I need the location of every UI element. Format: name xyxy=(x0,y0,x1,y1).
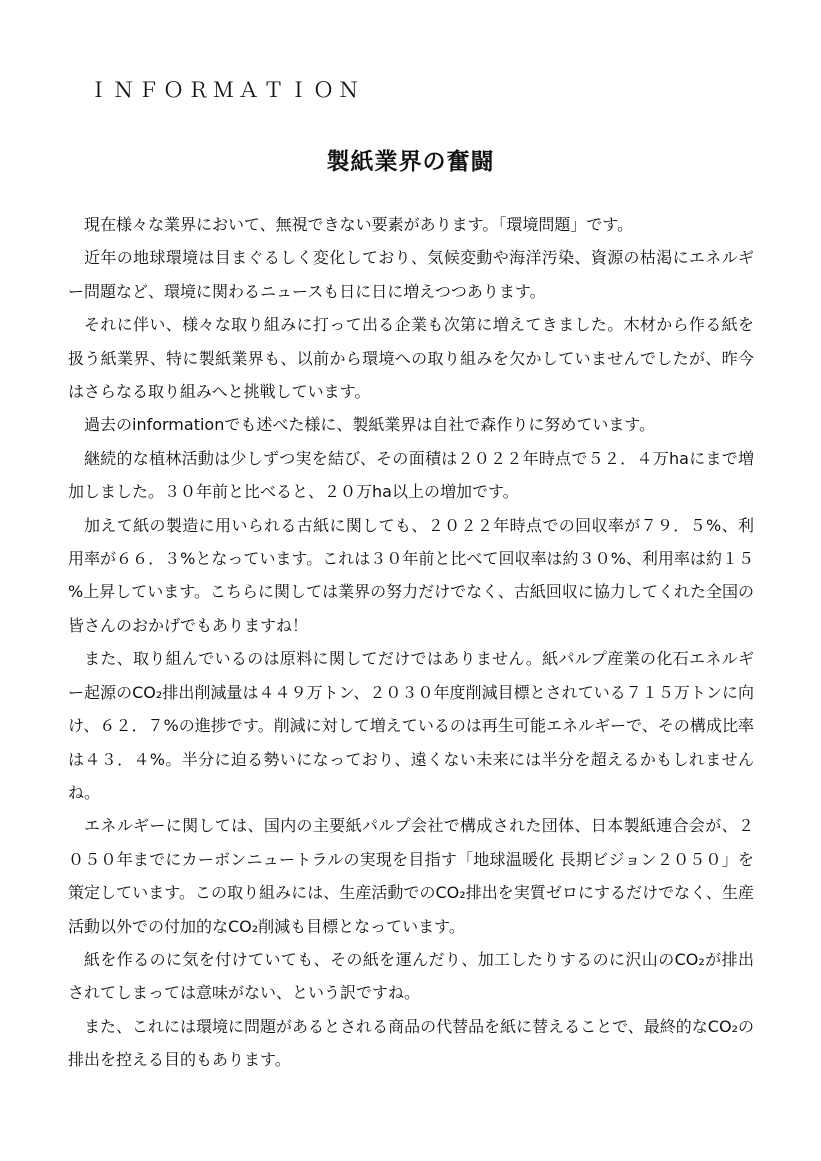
paragraph-3: それに伴い、様々な取り組みに打って出る企業も次第に増えてきました。木材から作る紙を扱う紙業界、特に製紙業界も、以前から環境への取り組みを欠かしていませんでしたが、昨今はさらなる取り組みへと挑戦しています。 xyxy=(68,315,754,402)
paragraph-1: 現在様々な業界において、無視できない要素があります。「環境問題」です。 xyxy=(84,215,634,234)
paragraph-10: また、これには環境に問題があるとされる商品の代替品を紙に替えることで、最終的なCO₂の排出を控える目的もあります。 xyxy=(68,1016,754,1070)
header-label: ＩＮＦＯＲＭＡＴＩＯＮ xyxy=(88,78,363,102)
paragraph-5: 継続的な植林活動は少しずつ実を結び、その面積は２０２２年時点で５２．４万haにまで増加しました。３０年前と比べると、２０万ha以上の増加です。 xyxy=(68,448,754,502)
page-title: 製紙業界の奮闘 xyxy=(326,149,495,175)
paragraph-6: 加えて紙の製造に用いられる古紙に関しても、２０２２年時点での回収率が７９．５%、利用率が６６．３%となっています。これは３０年前と比べて回収率は約３０%、利用率は約１５%上昇しています。こちらに関しては業界の努力だけでなく、古紙回収に協力してくれた全国の皆さんのおかげでもありますね！ xyxy=(68,515,754,635)
paragraph-9: 紙を作るのに気を付けていても、その紙を運んだり、加工したりするのに沢山のCO₂が排出されてしまっては意味がない、という訳ですね。 xyxy=(68,949,754,1003)
paragraph-8: エネルギーに関しては、国内の主要紙パルプ会社で構成された団体、日本製紙連合会が、２０５０年までにカーボンニュートラルの実現を目指す「地球温暖化 長期ビジョン２０５０」を策定しています。この取り組みには、生産活動でのCO₂排出を実質ゼロにするだけでなく、生産活動以外での付加的なCO₂削減も目標となっています。 xyxy=(68,816,754,936)
paragraph-7: また、取り組んでいるのは原料に関してだけではありません。紙パルプ産業の化石エネルギー起源のCO₂排出削減量は４４９万トン、２０３０年度削減目標とされている７１５万トンに向け、６２．７%の進捗です。削減に対して増えているのは再生可能エネルギーで、その構成比率は４３．４%。半分に迫る勢いになっており、遠くない未来には半分を超えるかもしれませんね。 xyxy=(68,649,754,802)
paragraph-4: 過去のinformationでも述べた様に、製紙業界は自社で森作りに努めています。 xyxy=(84,415,656,435)
paragraph-2: 近年の地球環境は目まぐるしく変化しており、気候変動や海洋汚染、資源の枯渇にエネルギー問題など、環境に関わるニュースも日に日に増えつつあります。 xyxy=(68,248,754,301)
article-body xyxy=(68,208,754,1077)
